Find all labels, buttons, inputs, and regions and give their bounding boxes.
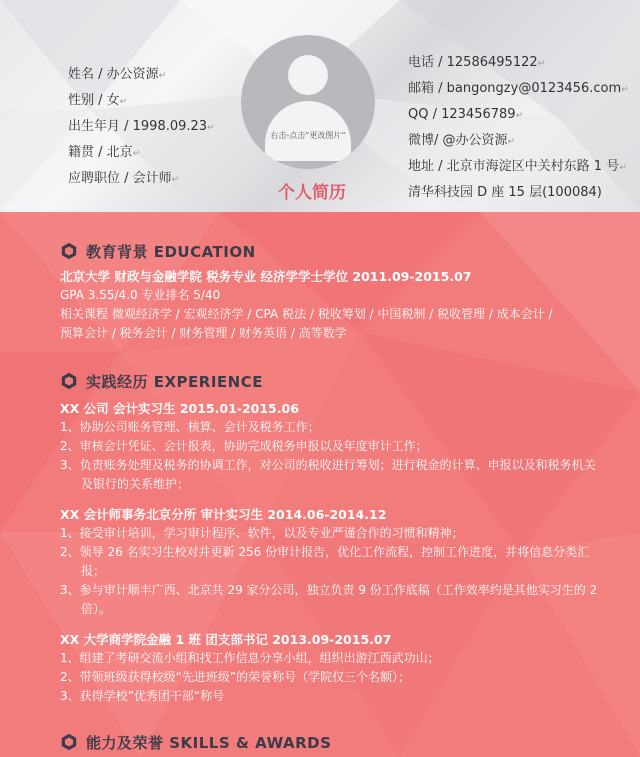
job-item: 2、带领班级获得校级“先进班级”的荣誉称号（学院仅三个名额）； (60, 670, 411, 684)
job-item: 2、领导 26 名实习生校对并更新 256 份审计报告，优化工作流程，控制工作进度，并将信息分类汇 (60, 545, 590, 559)
job-item: 3、参与审计顺丰广西、北京共 29 家分公司，独立负责 9 份工作底稿（工作效率约是其他实习生的 2 (60, 583, 598, 597)
birth-field: 出生年月 / 1998.09.23↵ (68, 119, 215, 134)
skills-section (60, 730, 331, 754)
education-lines (60, 267, 553, 343)
experience-section (60, 369, 597, 706)
avatar[interactable] (241, 35, 375, 169)
education-courses-cont: 预算会计 / 税务会计 / 财务管理 / 财务英语 / 高等数学 (60, 326, 347, 340)
education-gpa: GPA 3.55/4.0 专业排名 5/40 (60, 288, 221, 302)
avatar-head-shape (288, 55, 328, 95)
hexagon-icon (60, 733, 78, 751)
job-item: 1、组建了考研交流小组和找工作信息分享小组，组织出游江西武功山； (60, 651, 440, 665)
qq-field: QQ / 123456789↵ (408, 107, 524, 122)
education-courses: 相关课程 微观经济学 / 宏观经济学 / CPA 税法 / 税收筹划 / 中国税制 / 税收管理 / 成本会计 / (60, 307, 553, 321)
hexagon-icon (60, 372, 78, 390)
address-field-line2: 清华科技园 D 座 15 层(100084) (408, 185, 602, 200)
contact-info-right (408, 50, 629, 206)
job-heading: XX 大学商学院金融 1 班 团支部书记 2013.09-2015.07 (60, 632, 392, 647)
experience-job-3 (60, 630, 597, 706)
weibo-field: 微博/ @办公资源↵ (408, 133, 516, 148)
resume-title: 个人简历 (278, 183, 346, 203)
resume-body (0, 212, 640, 757)
hometown-field: 籍贯 / 北京↵ (68, 145, 141, 160)
experience-title: 实践经历 EXPERIENCE (86, 372, 263, 391)
gender-field: 性别 / 女↵ (68, 93, 128, 108)
position-field: 应聘职位 / 会计师↵ (68, 171, 180, 186)
job-item-cont: 倍）。 (81, 602, 112, 616)
education-title: 教育背景 EDUCATION (86, 242, 256, 261)
job-item: 2、审核会计凭证、会计报表，协助完成税务申报以及年度审计工作； (60, 439, 428, 453)
hexagon-icon (60, 242, 78, 260)
experience-header (60, 369, 597, 393)
resume-header (0, 0, 640, 212)
phone-field: 电话 / 12586495122↵ (408, 55, 546, 70)
experience-job-2 (60, 505, 597, 619)
job-heading: XX 会计师事务北京分所 审计实习生 2014.06-2014.12 (60, 507, 387, 522)
skills-title: 能力及荣誉 SKILLS & AWARDS (86, 733, 332, 752)
personal-info-left (68, 62, 215, 192)
job-item: 1、协助公司账务管理、核算、会计及税务工作； (60, 420, 320, 434)
job-item: 3、获得学校”优秀团干部“称号 (60, 689, 225, 703)
job-item: 3、负责账务处理及税务的协调工作，对公司的税收进行筹划；进行税金的计算、申报以及和税务机关 (60, 458, 596, 472)
job-heading: XX 公司 会计实习生 2015.01-2015.06 (60, 401, 299, 416)
skills-header (60, 730, 331, 754)
email-field: 邮箱 / bangongzy@0123456.com↵ (408, 81, 629, 96)
address-field: 地址 / 北京市海淀区中关村东路 1 号↵ (408, 159, 627, 174)
education-school: 北京大学 财政与金融学院 税务专业 经济学学士学位 2011.09-2015.07 (60, 269, 472, 284)
job-item: 1、接受审计培训，学习审计程序、软件，以及专业严谨合作的习惯和精神； (60, 526, 464, 540)
job-item-cont: 及银行的关系维护； (81, 477, 190, 491)
resume-body-content (0, 212, 640, 757)
education-header (60, 239, 553, 263)
experience-job-1 (60, 399, 597, 494)
name-field: 姓名 / 办公资源↵ (68, 67, 167, 82)
education-section (60, 239, 553, 343)
avatar-hint: 右击-点击“更改图片” (270, 131, 346, 140)
job-item-cont: 报； (81, 564, 106, 578)
